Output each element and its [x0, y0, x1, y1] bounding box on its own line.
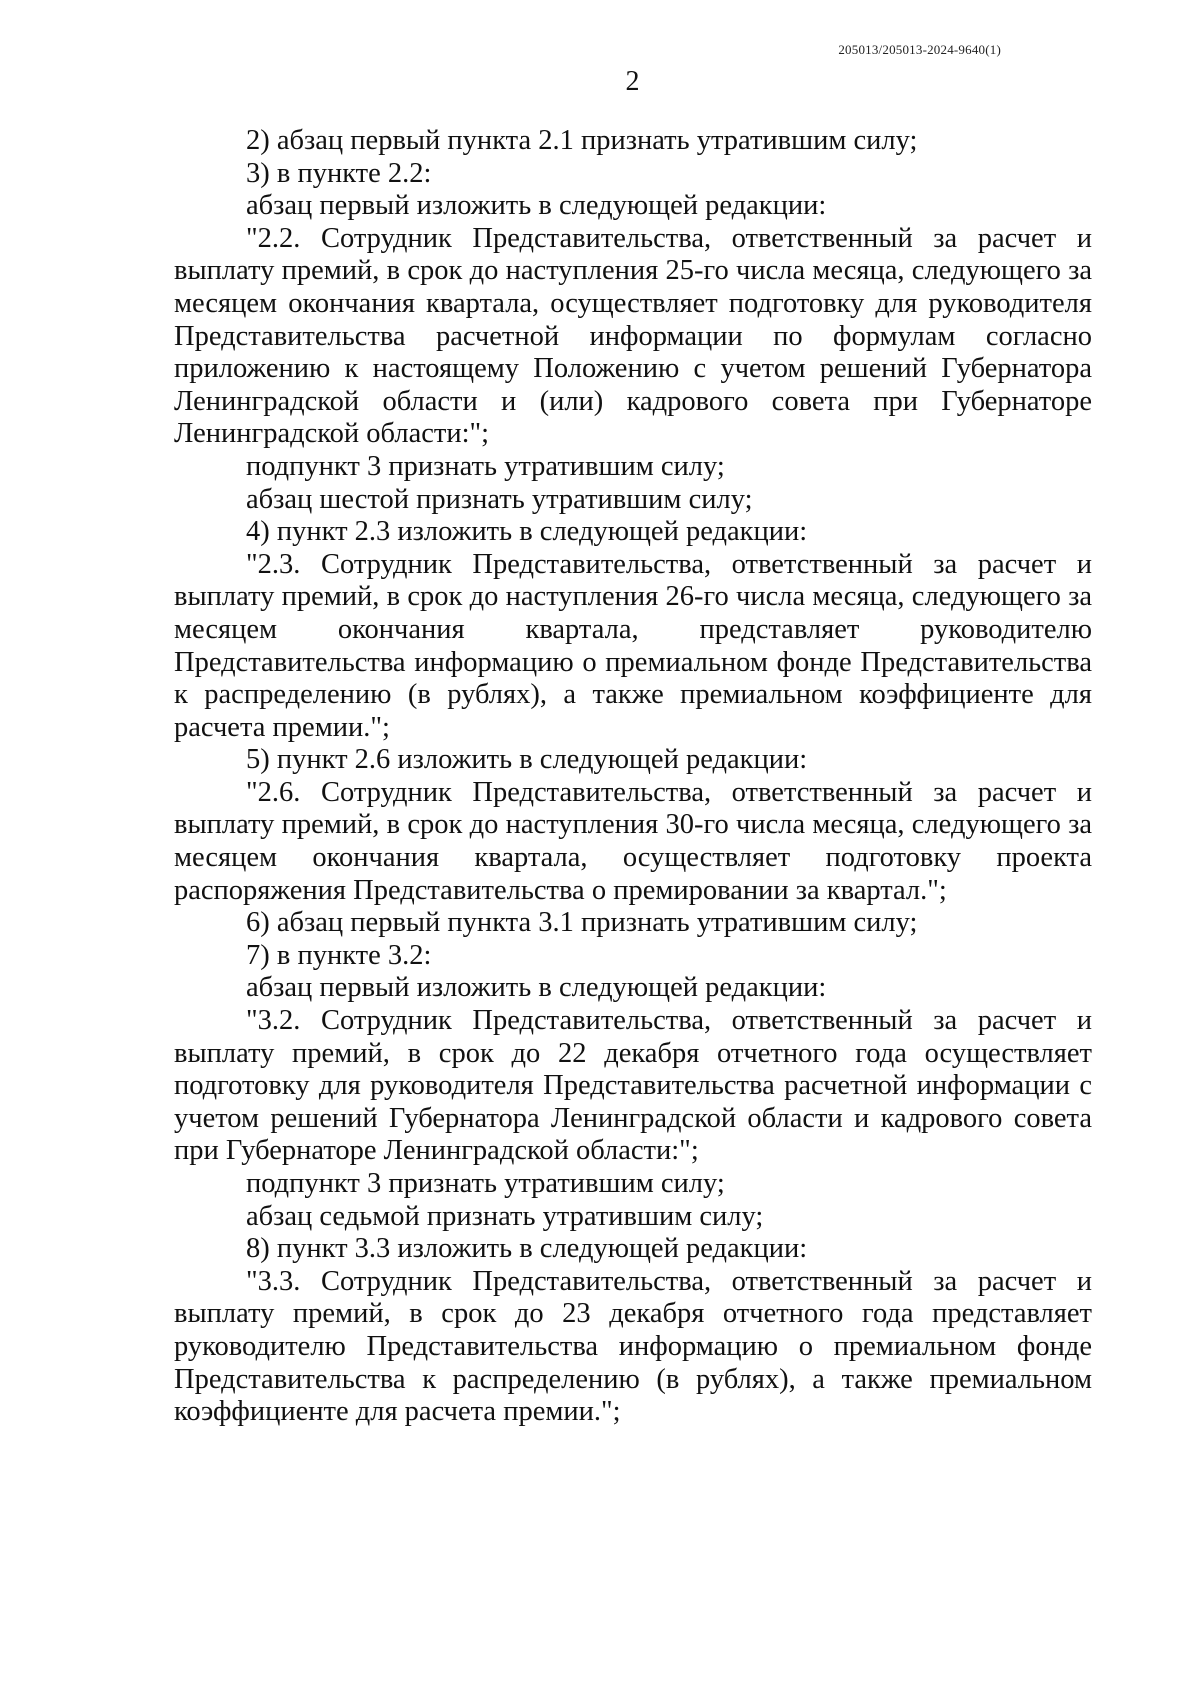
quote-2-2: "2.2. Сотрудник Представительства, ответственный за расчет и выплату премий, в срок до наступления 25-го числа месяца, следующего за месяцем окончания квартала, осуществляет подготовку для руководителя Представительства расчетной информации по формулам согласно приложению к настоящему Положению с учетом решений Губернатора Ленинградской области и (или) кадрового совета при Губернаторе Ленинградской области:"; [174, 222, 1092, 450]
paragraph-first-abzac-2-2: абзац первый изложить в следующей редакции: [246, 190, 827, 222]
paragraph-first-abzac-3-2: абзац первый изложить в следующей редакции: [246, 972, 827, 1004]
paragraph-abzac-seven: абзац седьмой признать утратившим силу; [246, 1200, 764, 1232]
paragraph-item-2: 2) абзац первый пункта 2.1 признать утратившим силу; [246, 125, 918, 156]
paragraph-item-3: 3) в пункте 2.2: [246, 157, 432, 189]
paragraph-subitem-3-2-2: подпункт 3 признать утратившим силу; [246, 450, 725, 482]
paragraph-abzac-six: абзац шестой признать утратившим силу; [246, 483, 753, 515]
document-body [174, 125, 1092, 1429]
paragraph-item-6: 6) абзац первый пункта 3.1 признать утратившим силу; [246, 907, 918, 939]
paragraph-item-7: 7) в пункте 3.2: [246, 939, 432, 971]
paragraph-item-4: 4) пункт 2.3 изложить в следующей редакции: [246, 516, 808, 548]
document-id: 205013/205013-2024-9640(1) [838, 42, 1001, 57]
paragraph-item-5: 5) пункт 2.6 изложить в следующей редакции: [246, 744, 808, 776]
paragraph-item-8: 8) пункт 3.3 изложить в следующей редакции: [246, 1233, 808, 1265]
quote-2-3: "2.3. Сотрудник Представительства, ответственный за расчет и выплату премий, в срок до наступления 26-го числа месяца, следующего за месяцем окончания квартала, представляет руководителю Представительства информацию о премиальном фонде Представительства к распределению (в рублях), а также премиальном коэффициенте для расчета премии."; [174, 548, 1092, 743]
quote-2-6: "2.6. Сотрудник Представительства, ответственный за расчет и выплату премий, в срок до наступления 30-го числа месяца, следующего за месяцем окончания квартала, осуществляет подготовку проекта распоряжения Представительства о премировании за квартал."; [174, 776, 1092, 906]
quote-3-2: "3.2. Сотрудник Представительства, ответственный за расчет и выплату премий, в срок до 22 декабря отчетного года осуществляет подготовку для руководителя Представительства расчетной информации с учетом решений Губернатора Ленинградской области и кадрового совета при Губернаторе Ленинградской области:"; [174, 1005, 1092, 1167]
page-number: 2 [625, 66, 640, 97]
quote-3-3: "3.3. Сотрудник Представительства, ответственный за расчет и выплату премий, в срок до 23 декабря отчетного года представляет руководителю Представительства информацию о премиальном фонде Представительства к распределению (в рублях), а также премиальном коэффициенте для расчета премии."; [174, 1265, 1092, 1428]
paragraph-subitem-3-3-2: подпункт 3 признать утратившим силу; [246, 1168, 725, 1199]
